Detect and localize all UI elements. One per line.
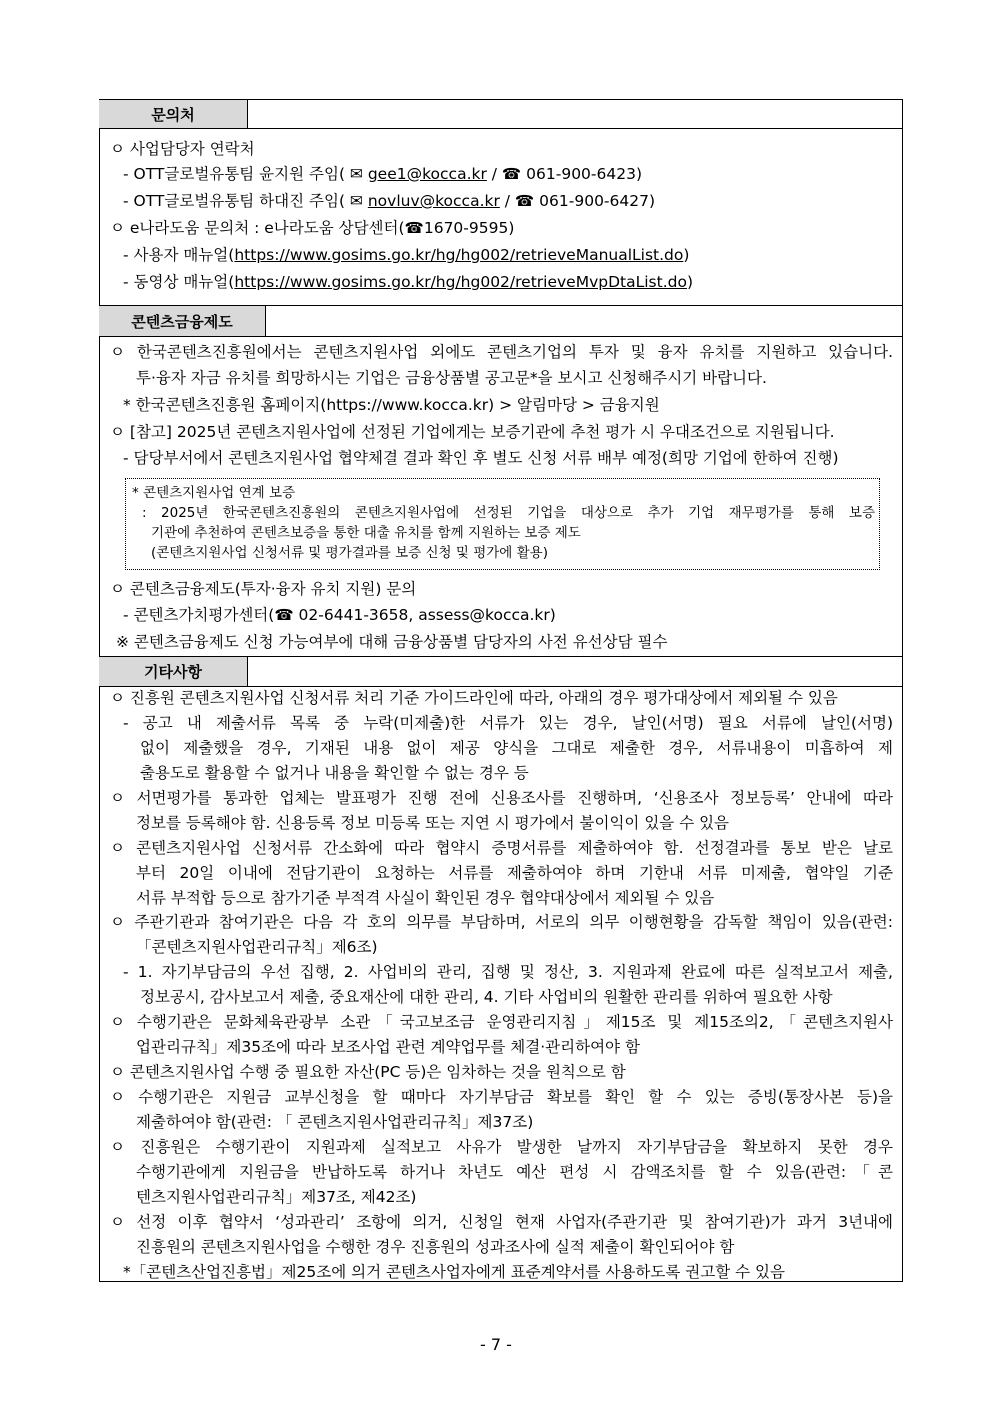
etc-line: 업관리규칙」제35조에 따라 보조사업 관련 계약업무를 체결·관리하여야 함 xyxy=(136,1038,640,1056)
etc-line: ㅇ 콘텐츠지원사업 신청서류 간소화에 따라 협약시 증명서류를 제출하여야 함. 선정결과를 통보 받은 날로 xyxy=(110,839,893,857)
manual-link[interactable]: https://www.gosims.go.kr/hg/hg002/retrieveManualList.do xyxy=(234,246,684,264)
etc-line: 수행기관에게 지원금을 반납하도록 하거나 차년도 예산 편성 시 감액조치를 할 수 있음(관련:「콘 xyxy=(136,1163,893,1181)
etc-line: 없이 제출했을 경우, 기재된 내용 없이 제공 양식을 그대로 제출한 경우, 서류내용이 미흡하여 제 xyxy=(140,739,893,757)
note-line: * 콘텐츠지원사업 연계 보증 xyxy=(132,485,296,501)
email-link[interactable]: gee1@kocca.kr xyxy=(367,165,487,183)
etc-line: *「콘텐츠산업진흥법」제25조에 의거 콘텐츠사업자에게 표준계약서를 사용하도록 권고할 수 있음 xyxy=(123,1263,785,1281)
note-line: 기관에 추천하여 콘텐츠보증을 통한 대출 유치를 함께 지원하는 보증 제도 xyxy=(151,525,581,541)
etc-line: 진흥원의 콘텐츠지원사업을 수행한 경우 진흥원의 성과조사에 실적 제출이 확인되어야 함 xyxy=(136,1238,735,1256)
finance-line: - 콘텐츠가치평가센터(☎ 02-6441-3658, assess@kocca.kr) xyxy=(123,606,556,624)
etc-line: 텐츠지원사업관리규칙」제37조, 제42조) xyxy=(136,1188,417,1206)
etc-line: 정보공시, 감사보고서 제출, 중요재산에 대한 관리, 4. 기타 사업비의 원활한 관리를 위하여 필요한 사항 xyxy=(140,988,833,1006)
etc-line: 제출하여야 함(관련: 「 콘텐츠지원사업관리규칙」제37조) xyxy=(136,1113,534,1131)
etc-line: ㅇ 수행기관은 문화체육관광부 소관「국고보조금 운영관리지침」제15조 및 제15조의2,「콘텐츠지원사 xyxy=(110,1013,893,1031)
section-title-finance: 콘텐츠금융제도 xyxy=(99,306,266,336)
note-line: : 2025년 한국콘텐츠진흥원의 콘텐츠지원사업에 선정된 기업을 대상으로 추가 기업 재무평가를 통해 보증 xyxy=(142,505,875,521)
etc-line: - 공고 내 제출서류 목록 중 누락(미제출)한 서류가 있는 경우, 날인(서명) 필요 서류에 날인(서명) xyxy=(123,714,893,732)
etc-line: 정보를 등록해야 함. 신용등록 정보 미등록 또는 지연 시 평가에서 불이익이 있을 수 있음 xyxy=(136,814,730,832)
contact-line: - 사용자 매뉴얼(https://www.gosims.go.kr/hg/hg002/retrieveManualList.do) xyxy=(123,246,690,264)
section-title-etc: 기타사항 xyxy=(99,657,248,686)
finance-line: ※ 콘텐츠금융제도 신청 가능여부에 대해 금융상품별 담당자의 사전 유선상담 필수 xyxy=(116,633,668,651)
section-header-finance xyxy=(99,305,903,337)
etc-line: ㅇ 선정 이후 협약서 ‘성과관리’ 조항에 의거, 신청일 현재 사업자(주관기관 및 참여기관)가 과거 3년내에 xyxy=(110,1213,893,1231)
finance-line: ㅇ 콘텐츠금융제도(투자·융자 유치 지원) 문의 xyxy=(110,580,417,598)
section-title-contact: 문의처 xyxy=(99,100,248,128)
etc-line: ㅇ 진흥원 콘텐츠지원사업 신청서류 처리 기준 가이드라인에 따라, 아래의 경우 평가대상에서 제외될 수 있음 xyxy=(110,689,838,707)
guarantee-note-box xyxy=(125,478,880,570)
contact-line: ㅇ 사업담당자 연락처 xyxy=(110,140,255,158)
etc-line: 출용도로 활용할 수 없거나 내용을 확인할 수 없는 경우 등 xyxy=(140,764,529,782)
email-link[interactable]: novluv@kocca.kr xyxy=(367,192,500,210)
contact-line: - OTT글로벌유통팀 윤지원 주임( ✉ gee1@kocca.kr / ☎ 061-900-6423) xyxy=(123,165,643,183)
page-number: - 7 - xyxy=(480,1335,512,1354)
finance-line: ㅇ [참고] 2025년 콘텐츠지원사업에 선정된 기업에게는 보증기관에 추천 평가 시 우대조건으로 지원됩니다. xyxy=(110,423,835,441)
etc-line: 부터 20일 이내에 전담기관이 요청하는 서류를 제출하여야 하며 기한내 서류 미제출, 협약일 기준 xyxy=(136,864,893,882)
etc-line: 서류 부적합 등으로 참가기준 부적격 사실이 확인된 경우 협약대상에서 제외될 수 있음 xyxy=(136,889,715,907)
etc-line: ㅇ 주관기관과 참여기관은 다음 각 호의 의무를 부담하며, 서로의 의무 이행현황을 감독할 책임이 있음(관련: xyxy=(110,913,893,931)
contact-line: - 동영상 매뉴얼(https://www.gosims.go.kr/hg/hg002/retrieveMvpDtaList.do) xyxy=(123,273,694,291)
etc-line: - 1. 자기부담금의 우선 집행, 2. 사업비의 관리, 집행 및 정산, 3. 지원과제 완료에 따른 실적보고서 제출, xyxy=(123,963,893,981)
section-header-contact xyxy=(99,99,903,129)
etc-line: ㅇ 서면평가를 통과한 업체는 발표평가 진행 전에 신용조사를 진행하며, ‘신용조사 정보등록’ 안내에 따라 xyxy=(110,789,893,807)
etc-line: ㅇ 진흥원은 수행기관이 지원과제 실적보고 사유가 발생한 날까지 자기부담금을 확보하지 못한 경우 xyxy=(110,1138,893,1156)
etc-line: ㅇ 콘텐츠지원사업 수행 중 필요한 자산(PC 등)은 임차하는 것을 원칙으로 함 xyxy=(110,1063,626,1081)
contact-line: - OTT글로벌유통팀 하대진 주임( ✉ novluv@kocca.kr / ☎ 061-900-6427) xyxy=(123,192,656,210)
etc-line: ㅇ 수행기관은 지원금 교부신청을 할 때마다 자기부담금 확보를 확인 할 수 있는 증빙(통장사본 등)을 xyxy=(110,1088,893,1106)
finance-line: 투·융자 자금 유치를 희망하시는 기업은 금융상품별 공고문*을 보시고 신청해주시기 바랍니다. xyxy=(136,369,767,387)
finance-line: - 담당부서에서 콘텐츠지원사업 협약체결 결과 확인 후 별도 신청 서류 배부 예정(희망 기업에 한하여 진행) xyxy=(123,449,839,467)
etc-line: 「콘텐츠지원사업관리규칙」제6조) xyxy=(136,938,378,956)
contact-line: ㅇ e나라도움 문의처 : e나라도움 상담센터(☎1670-9595) xyxy=(110,219,515,237)
video-manual-link[interactable]: https://www.gosims.go.kr/hg/hg002/retrieveMvpDtaList.do xyxy=(234,273,687,291)
note-line: (콘텐츠지원사업 신청서류 및 평가결과를 보증 신청 및 평가에 활용) xyxy=(151,545,548,561)
finance-line: ㅇ 한국콘텐츠진흥원에서는 콘텐츠지원사업 외에도 콘텐츠기업의 투자 및 융자 유치를 지원하고 있습니다. xyxy=(110,343,893,361)
finance-line: * 한국콘텐츠진흥원 홈페이지(https://www.kocca.kr) > 알림마당 > 금융지원 xyxy=(123,396,660,414)
section-header-etc xyxy=(99,656,903,687)
